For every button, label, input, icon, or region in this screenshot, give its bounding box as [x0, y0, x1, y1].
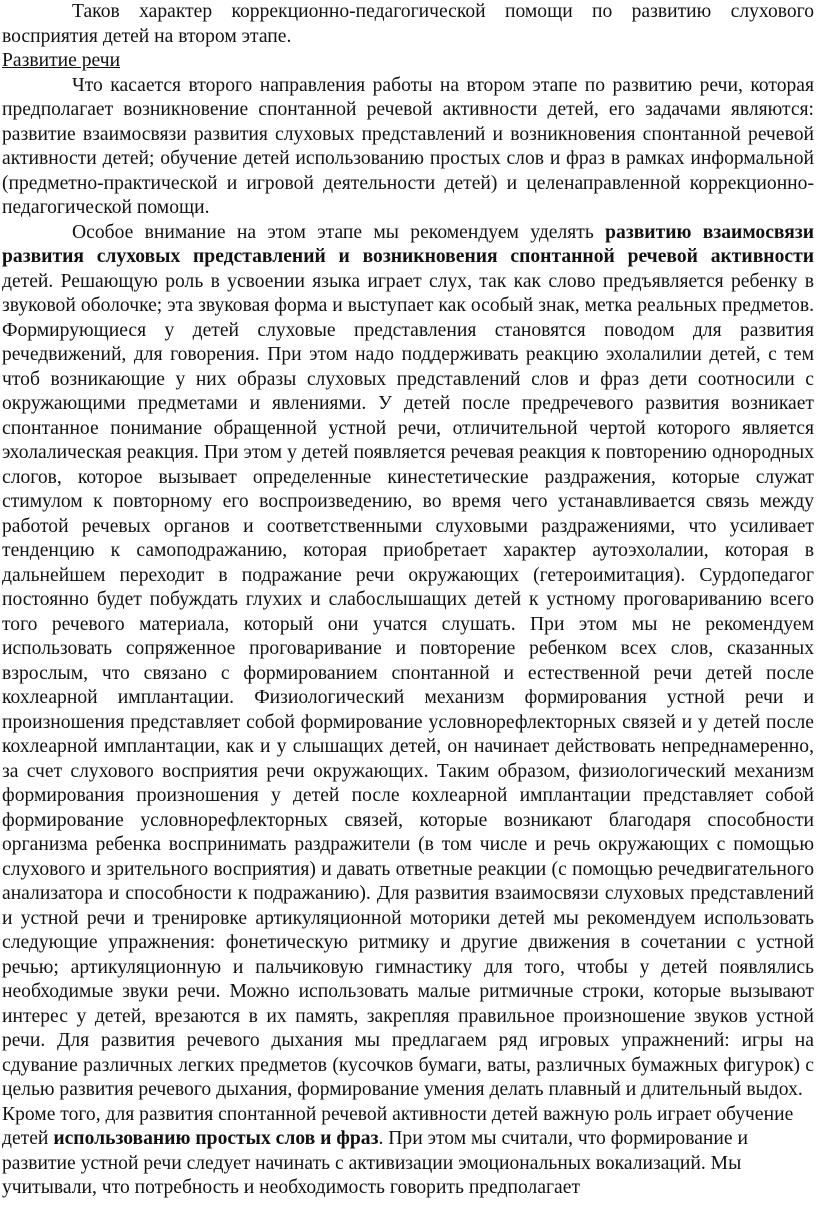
paragraph-body-text: детей. Решающую роль в усвоении языка играет слух, так как слово предъявляется ребенку в звуковой оболочке; эта звуковая форма и выступает как особый знак, метка реальных предметов. Формирующиеся у детей слуховые представления становятся поводом для развития речедвижений, для говорения. При этом надо поддерживать реакцию эхолалилии детей, с тем чтоб возникающие у них образы слуховых представлений слов и фраз дети соотносили с окружающими предметами и явлениями. У детей после предречевого развития возникает спонтанное понимание обращенной устной речи, отличительной чертой которого является эхолалическая реакция. При этом у детей появляется речевая реакция к повторению однородных слогов, которое вызывает определенные кинестетические раздражения, которые служат стимулом к повторному его воспроизведению, во время чего устанавливается связь между работой речевых органов и соответственными слуховыми раздражениями, что усиливает тенденцию к самоподражанию, которая приобретает характер аутоэхолалии, которая в дальнейшем переходит в подражание речи окружающих (гетероимитация). Сурдопедагог постоянно будет побуждать глухих и слабослышащих детей к устному проговариванию всего того речевого материала, который они учатся слушать. При этом мы не рекомендуем использовать сопряженное проговаривание и повторение ребенком всех слов, сказанных взрослым, что связано с формированием спонтанной и естественной речи детей после кохлеарной имплантации. Физиологический механизм формирования устной речи и произношения представляет собой формирование условнорефлекторных связей и у детей после кохлеарной имплантации, как и у слышащих детей, он начинает действовать непреднамеренно, за счет слухового восприятия речи окружающих. Таким образом, физиологический механизм формирования произношения у детей после кохлеарной имплантации представляет собой формирование условнорефлекторных связей, которые возникают благодаря способности организма ребенка воспринимать раздражители (в том числе и речь окружающих с помощью слухового и зрительного восприятия) и давать ответные реакции (с помощью речедвигательного анализатора и способности к подражанию). Для развития взаимосвязи слуховых представлений и устной речи и тренировке артикуляционной моторики детей мы рекомендуем использовать следующие упражнения: фонетическую ритмику и другие движения в сочетании с устной речью; артикуляционную и пальчиковую гимнастику для того, чтобы у детей появлялись необходимые звуки речи. Можно использовать малые ритмичные строки, которые вызывают интерес у детей, врезаются в их память, закрепляя правильное произношение звуков устной речи. Для развития речевого дыхания мы предлагаем ряд игровых упражнений: игры на сдувание различных легких предметов (кусочков бумаги, ваты, различных бумажных фигурок) с целью развития речевого дыхания, формирование умения делать плавный и длительный выдох.: [2, 270, 814, 1100]
paragraph-lead-text: Особое внимание на этом этапе мы рекомендуем уделять: [72, 221, 606, 243]
paragraph-hearing-speech: [2, 221, 814, 1103]
paragraph-speech-tasks: Что касается второго направления работы на втором этапе по развитию речи, которая предполагает возникновение спонтанной речевой активности детей, его задачами являются: развитие взаимосвязи развития слуховых представлений и возникновения спонтанной речевой активности детей; обучение детей использованию простых слов и фраз в рамках информальной (предметно-практической и игровой деятельности детей) и целенаправленной коррекционно-педагогической помощи.: [2, 74, 814, 218]
emphasis-hearing-speech: развитию взаимосвязи развития слуховых представлений и возникновения спонтанной речевой активности: [2, 221, 814, 267]
paragraph-lead-text: Кроме того, для развития спонтанной речевой активности детей важную роль играет обучение детей: [2, 1103, 794, 1149]
paragraph-simple-words: [2, 1103, 814, 1201]
paragraph-body-text: . При этом мы считали, что формирование и развитие устной речи следует начинать с активизации эмоциональных вокализаций. Мы учитывали, что потребность и необходимость говорить предполагает: [2, 1128, 748, 1198]
emphasis-simple-words: использованию простых слов и фраз: [53, 1128, 379, 1149]
intro-paragraph: Таков характер коррекционно-педагогической помощи по развитию слухового восприятия детей на втором этапе.: [2, 1, 814, 47]
section-heading: Развитие речи: [2, 50, 121, 71]
